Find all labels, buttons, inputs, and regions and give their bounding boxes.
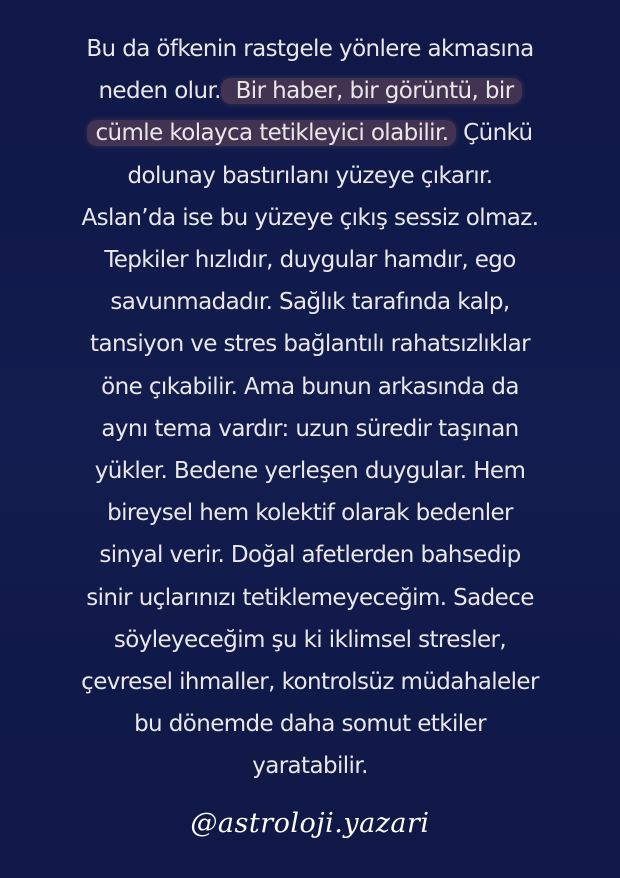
text-segment: çevresel ihmaller, kontrolsüz müdahaleler — [81, 669, 539, 696]
text-line — [0, 239, 620, 281]
text-segment: bu dönemde daha somut etkiler — [134, 711, 486, 738]
text-segment: Çünkü — [456, 120, 533, 147]
text-line — [0, 661, 620, 703]
text-segment: aynı tema vardır: uzun süredir taşınan — [101, 415, 519, 442]
text-line — [0, 112, 620, 154]
highlighted-text: cümle kolayca tetikleyici olabilir. — [87, 120, 456, 146]
text-segment: savunmadadır. Sağlık tarafında kalp, — [110, 289, 510, 316]
highlighted-text: Bir haber, bir görüntü, bir — [221, 78, 522, 104]
text-line — [0, 155, 620, 197]
text-line — [0, 70, 620, 112]
text-line — [0, 703, 620, 745]
text-line — [0, 408, 620, 450]
article-text — [0, 28, 620, 788]
text-segment: dolunay bastırılanı yüzeye çıkarır. — [127, 162, 493, 189]
text-line — [0, 28, 620, 70]
text-segment: Tepkiler hızlıdır, duygular hamdır, ego — [104, 247, 516, 274]
text-segment: bireysel hem kolektif olarak bedenler — [107, 500, 513, 527]
text-segment: yaratabilir. — [252, 753, 368, 780]
text-line — [0, 745, 620, 787]
text-segment: sinir uçlarınızı tetiklemeyeceğim. Sadece — [86, 584, 534, 611]
text-segment: sinyal verir. Doğal afetlerden bahsedip — [99, 542, 521, 569]
text-line — [0, 366, 620, 408]
text-line — [0, 197, 620, 239]
text-line — [0, 323, 620, 365]
text-segment: söyleyeceğim şu ki iklimsel stresler, — [113, 626, 507, 653]
text-segment: yükler. Bedene yerleşen duygular. Hem — [94, 458, 526, 485]
text-line — [0, 450, 620, 492]
text-segment: Bu da öfkenin rastgele yönlere akmasına — [86, 36, 534, 62]
text-segment: öne çıkabilir. Ama bunun arkasında da — [101, 373, 519, 400]
text-segment: neden olur. — [98, 78, 221, 105]
text-segment: tansiyon ve stres bağlantılı rahatsızlıklar — [90, 331, 530, 358]
text-segment: Aslan’da ise bu yüzeye çıkış sessiz olmaz. — [81, 204, 539, 231]
text-line — [0, 492, 620, 534]
author-handle-signature: @astroloji.yazari — [190, 808, 430, 839]
text-line — [0, 534, 620, 576]
text-line — [0, 619, 620, 661]
text-line — [0, 281, 620, 323]
text-line — [0, 577, 620, 619]
